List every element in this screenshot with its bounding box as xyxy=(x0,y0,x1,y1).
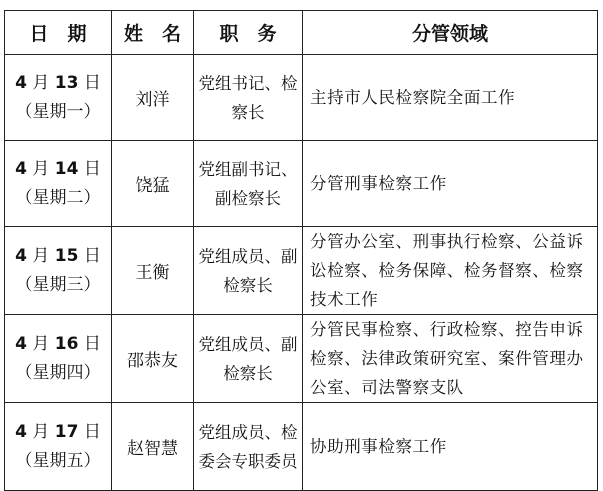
duty-cell: 党组成员、检委会专职委员 xyxy=(194,403,303,491)
name-cell: 赵智慧 xyxy=(112,403,194,491)
area-cell: 分管民事检察、行政检察、控告申诉检察、法律政策研究室、案件管理办公室、司法警察支队 xyxy=(303,315,598,403)
header-area: 分管领域 xyxy=(303,11,598,55)
table-header-row xyxy=(5,11,598,55)
header-date: 日 期 xyxy=(5,11,112,55)
date-line-1: 4 月 17 日 xyxy=(15,421,101,442)
date-line-1: 4 月 13 日 xyxy=(15,72,101,93)
date-cell xyxy=(5,141,112,227)
name-cell: 邵恭友 xyxy=(112,315,194,403)
table-row xyxy=(5,403,598,491)
date-cell xyxy=(5,55,112,141)
table-row xyxy=(5,55,598,141)
header-name: 姓 名 xyxy=(112,11,194,55)
reception-schedule-table xyxy=(4,10,598,491)
date-line-1: 4 月 14 日 xyxy=(15,158,101,179)
date-line-1: 4 月 15 日 xyxy=(15,245,101,266)
duty-cell: 党组副书记、副检察长 xyxy=(194,141,303,227)
area-cell: 主持市人民检察院全面工作 xyxy=(303,55,598,141)
area-cell: 分管刑事检察工作 xyxy=(303,141,598,227)
duty-cell: 党组成员、副检察长 xyxy=(194,227,303,315)
date-cell xyxy=(5,315,112,403)
weekday-label: （星期五） xyxy=(15,450,101,471)
date-line-1: 4 月 16 日 xyxy=(15,333,101,354)
name-cell: 饶猛 xyxy=(112,141,194,227)
name-cell: 王衡 xyxy=(112,227,194,315)
weekday-label: （星期二） xyxy=(15,187,101,208)
area-cell: 协助刑事检察工作 xyxy=(303,403,598,491)
name-cell: 刘洋 xyxy=(112,55,194,141)
weekday-label: （星期三） xyxy=(15,274,101,295)
header-duty: 职 务 xyxy=(194,11,303,55)
area-cell: 分管办公室、刑事执行检察、公益诉讼检察、检务保障、检务督察、检察技术工作 xyxy=(303,227,598,315)
date-cell xyxy=(5,403,112,491)
duty-cell: 党组成员、副检察长 xyxy=(194,315,303,403)
table-row xyxy=(5,315,598,403)
duty-cell: 党组书记、检察长 xyxy=(194,55,303,141)
table-row xyxy=(5,141,598,227)
weekday-label: （星期四） xyxy=(15,362,101,383)
table-row xyxy=(5,227,598,315)
weekday-label: （星期一） xyxy=(15,101,101,122)
date-cell xyxy=(5,227,112,315)
